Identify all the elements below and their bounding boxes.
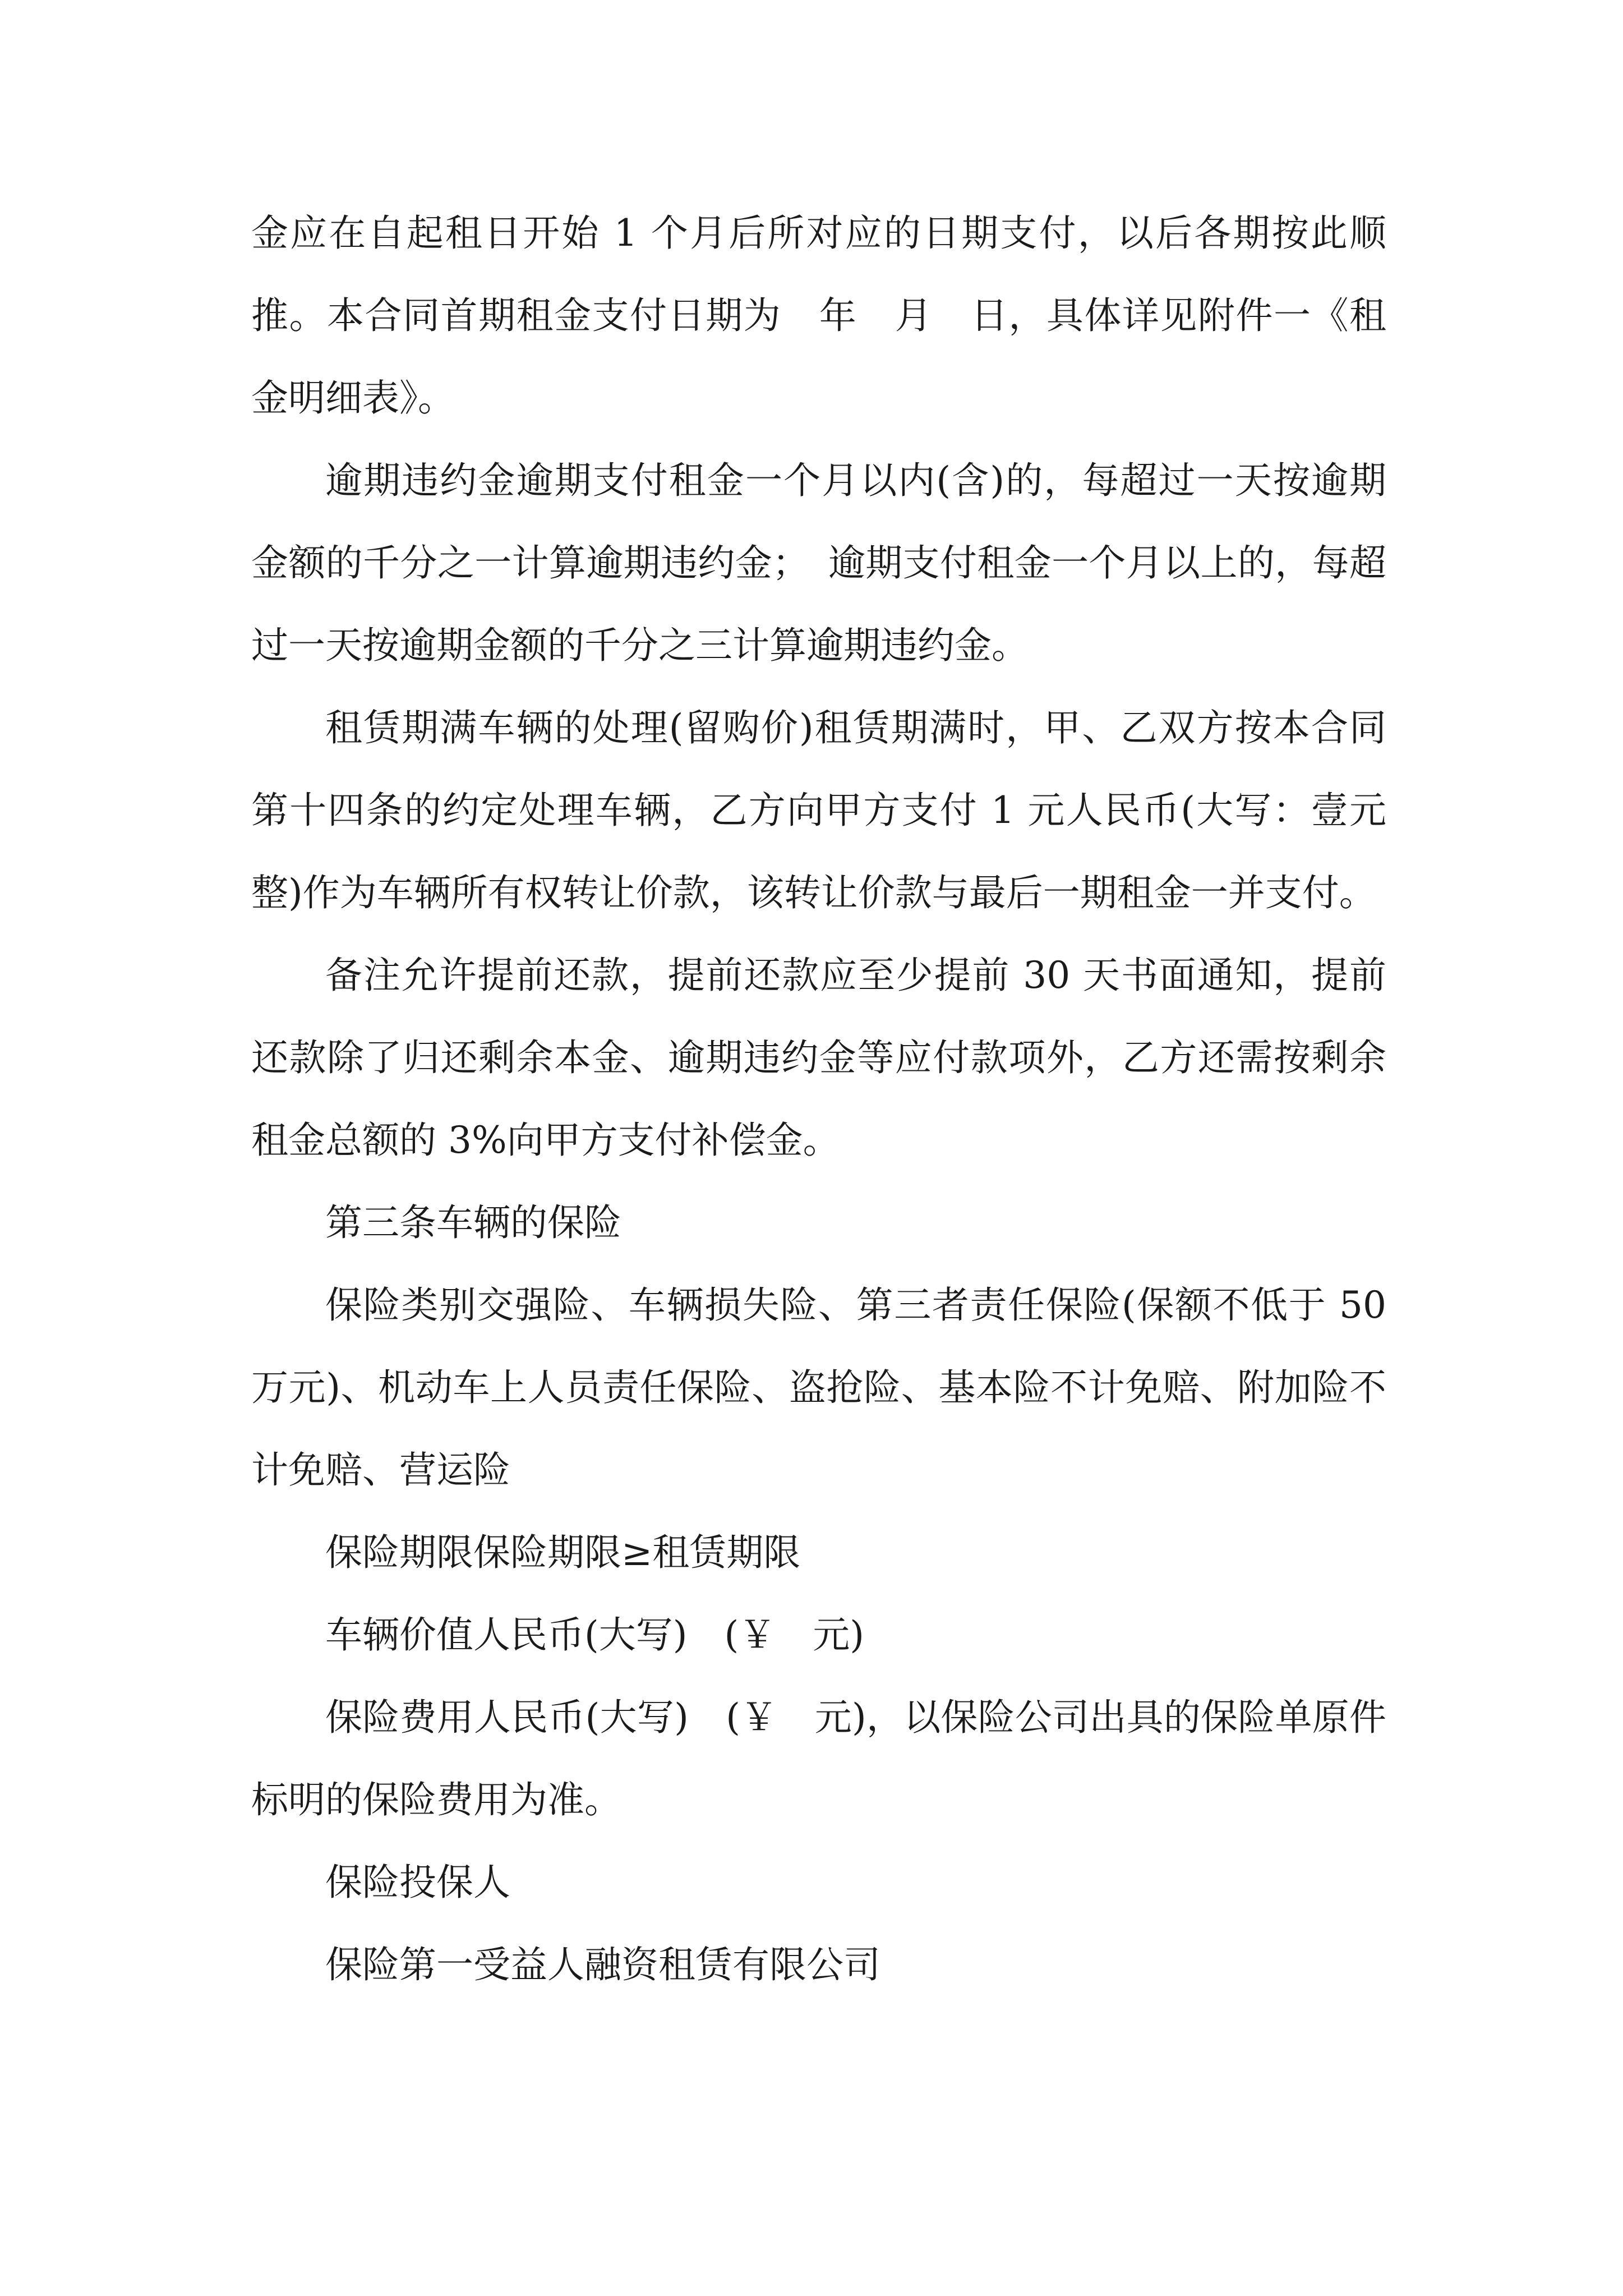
section-heading-insurance: 第三条车辆的保险 [325, 1201, 621, 1244]
paragraph-early-repayment: 备注允许提前还款，提前还款应至少提前 30 天书面通知，提前还款除了归还剩余本金、逾期违约金等应付款项外，乙方还需按剩余租金总额的 3%向甲方支付补偿金。 [251, 954, 1386, 1162]
document-body [251, 192, 1386, 2006]
paragraph-overdue-penalty: 逾期违约金逾期支付租金一个月以内(含)的，每超过一天按逾期金额的千分之一计算逾期违约金； 逾期支付租金一个月以上的，每超过一天按逾期金额的千分之三计算逾期违约金。 [251, 459, 1386, 667]
paragraph-rent-payment-date: 金应在自起租日开始 1 个月后所对应的日期支付，以后各期按此顺推。本合同首期租金支付日期为 年 月 日，具体详见附件一《租金明细表》。 [251, 211, 1386, 420]
paragraph-lease-expiry-vehicle: 租赁期满车辆的处理(留购价)租赁期满时，甲、乙双方按本合同第十四条的约定处理车辆，乙方向甲方支付 1 元人民币(大写：壹元整)作为车辆所有权转让价款，该转让价款与最后一期租金一并支付。 [251, 706, 1386, 914]
paragraph-insurance-period: 保险期限保险期限≥租赁期限 [325, 1531, 801, 1574]
paragraph-policy-holder: 保险投保人 [325, 1861, 510, 1904]
paragraph-first-beneficiary: 保险第一受益人融资租赁有限公司 [325, 1943, 880, 1986]
paragraph-insurance-fee: 保险费用人民币(大写) (￥ 元)，以保险公司出具的保险单原件标明的保险费用为准。 [251, 1696, 1386, 1821]
paragraph-insurance-types: 保险类别交强险、车辆损失险、第三者责任保险(保额不低于 50 万元)、机动车上人员责任保险、盗抢险、基本险不计免赔、附加险不计免赔、营运险 [251, 1283, 1386, 1492]
paragraph-vehicle-value: 车辆价值人民币(大写) (￥ 元) [325, 1613, 864, 1657]
